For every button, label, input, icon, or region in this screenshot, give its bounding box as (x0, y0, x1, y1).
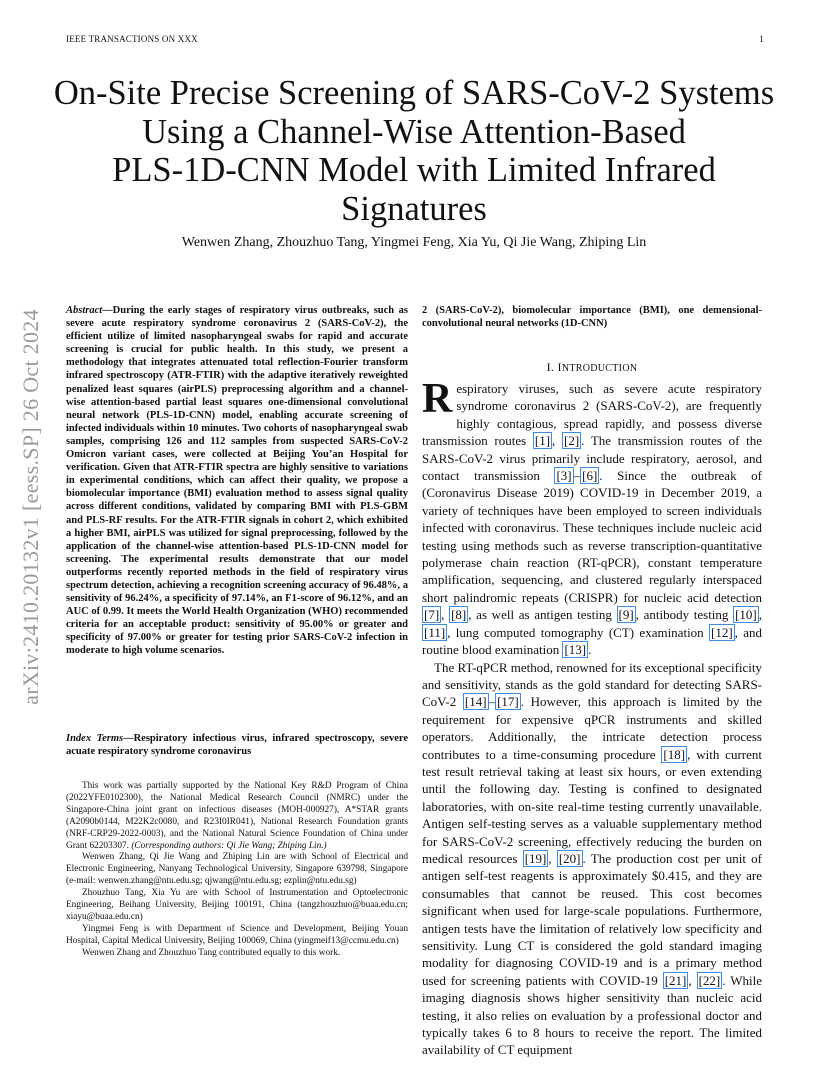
citation-link[interactable]: [9] (618, 607, 634, 623)
page-number: 1 (759, 34, 764, 44)
citation-link[interactable]: [8] (451, 607, 467, 623)
citation-link[interactable]: [17] (497, 694, 519, 710)
footnote: Wenwen Zhang and Zhouzhuo Tang contributed equally to this work. (82, 947, 341, 958)
section-number: I. (546, 360, 555, 374)
index-terms (66, 732, 408, 758)
citation-link[interactable]: [10] (735, 607, 757, 623)
intro-paragraph-2: The RT-qPCR method, renowned for its exceptional specificity and sensitivity, stands as the gold standard for detecting SARS-CoV-2 [14] – [17] . However, this approach is limited by the requirement for expensive qPCR instruments and skilled operators. Additionally, the intricate detection process contributes to a time-consuming procedure [18] , with current test result retrieval taking at least six hours, or even extending until the following day. Testing is confined to designated laboratories, with on-site real-time testing currently unavailable. Antigen self-testing serves as a valuable supplementary method for SARS-CoV-2 screening, effectively reducing the burden on medical resources [19] , [20] . The production cost per unit of antigen self-test reagents is approximately $0.415, and they are consumables that cannot be reused. This cost becomes significant when used for large-scale populations. Furthermore, antigen tests have the limitation of relatively low specificity and sensitivity. Lung CT is considered the gold standard imaging modality for diagnosing COVID-19 and is a primary method used for screening patients with COVID-19 [21] , [22] . While imaging diagnosis shows higher sensitivity than nucleic acid testing, it also relies on evaluation by a professional doctor and typically takes 6 to 8 hours to receive the report. The limited availability of CT equipment (422, 659, 763, 1058)
arxiv-sidebar-stamp (14, 258, 48, 756)
citation-link[interactable]: [14] (464, 694, 487, 710)
journal-header: IEEE TRANSACTIONS ON XXX (66, 34, 198, 44)
citation-link[interactable]: [20] (558, 850, 581, 866)
citation-link[interactable]: [1] (534, 433, 551, 449)
footnote: Wenwen Zhang, Qi Jie Wang and Zhiping Lin are with School of Electrical and Electronic Engineering, Nanyang Technological University, Singapore 639798, Singapore (e-mail: wenwen.zhang@ntu.edu.sg; qjwang@ntu.edu.sg; ezplin@ntu.edu.sg) (66, 852, 408, 887)
footnote: Yingmei Feng is with Department of Science and Development, Beijing Youan Hospital, Capital Medical University, Beijing 100069, China (yingmeif13@ccmu.edu.cn) (66, 923, 408, 946)
citation-link[interactable]: [11] (424, 624, 446, 640)
abstract-label: Abstract (66, 305, 103, 316)
footnote-funding: This work was partially supported by the National Key R&D Program of China (2022YFE0102300), the National Medical Research Council (NMRC) under the Singapore-China joint grant on infectious diseases (MOH-000927), A*STAR grants (A2090b0144, M22K2c0080, and R23I0IR041), National Research Foundation grants (NRF-CRP29-2022-0003), and the National Natural Science Foundation of China under Grant 62203307. (Corresponding authors: Qi Jie Wang; Zhiping Lin.) (66, 781, 408, 851)
index-terms-text: —Respiratory infectious virus, infrared spectroscopy, severe acuate respiratory syndrome coronavirus (66, 733, 408, 758)
paper-title (40, 74, 788, 228)
index-terms-continued: 2 (SARS-CoV-2), biomolecular importance (BMI), one demensional-convolutional neural networks (1D-CNN) (422, 305, 762, 330)
citation-link[interactable]: [21] (664, 972, 687, 988)
section-title-initial: I (557, 360, 562, 374)
abstract-text: —During the early stages of respiratory virus outbreaks, such as severe acute respiratory syndrome coronavirus 2 (SARS-CoV-2), the efficient utilize of limited nasopharyngeal swabs for rapid and accurate screening is crucial for public health. In this study, we present a methodology that integrates attenuated total reflection-Fourier transform infrared spectroscopy (ATR-FTIR) with the adaptive iteratively reweighted penalized least squares (airPLS) preprocessing algorithm and a channel-wise attention-based partial least squares one-dimensional convolutional neural network (PLS-1D-CNN) model, enabling accurate screening of infected individuals within 10 minutes. Two cohorts of nasopharyngeal swab samples, comprising 126 and 112 samples from suspected SARS-CoV-2 Omicron variant cases, were collected at Beijing You’an Hospital for verification. Given that ATR-FTIR spectra are highly sensitive to variations in experimental conditions, which can affect their quality, we propose a biomolecular importance (BMI) evaluation method to assess signal quality across different conditions, validated by comparing BMI with PLS-GBM and PLS-RF results. For the ATR-FTIR signals in cohort 2, which exhibited a higher BMI, airPLS was utilized for signal preprocessing, followed by the application of the channel-wise attention-based PLS-1D-CNN model for screening. The experimental results demonstrate that our model outperforms recently reported methods in the field of respiratory virus spectrum detection, achieving a recognition screening accuracy of 96.48%, a sensitivity of 96.24%, a specificity of 97.14%, an F1-score of 96.12%, and an AUC of 0.99. It meets the World Health Organization (WHO) recommended criteria for an acceptable product: sensitivity of 95.00% or greater and specificity of 97.00% or greater for testing prior SARS-CoV-2 infection in moderate to high volume scenarios. (66, 305, 408, 657)
footnotes (66, 781, 408, 960)
intro-paragraph-1: Respiratory viruses, such as severe acute respiratory syndrome coronavirus 2 (SARS-CoV-2), are frequently highly contagious, spread rapidly, and possess diverse transmission routes [1] , [2] . The transmission routes of the SARS-CoV-2 virus primarily include respiratory, aerosol, and contact transmission [3] – [6] . Since the outbreak of (Coronavirus Disease 2019) COVID-19 in December 2019, a variety of techniques have been employed to screen individuals infected with coronavirus. These techniques include nucleic acid testing using methods such as reverse transcription-quantitative polymerase chain reaction (RT-qPCR), constant temperature amplification, sequencing, and clustered regularly interspaced short palindromic repeats (CRISPR) for nucleic acid detection [7] , [8] , as well as antigen testing [9] , antibody testing [10] , [11] , lung computed tomography (CT) examination [12] , and routine blood examination [13] . (422, 376, 763, 658)
title-line: On-Site Precise Screening of SARS-CoV-2 Systems (53, 74, 775, 112)
title-line: PLS-1D-CNN Model with Limited Infrared (112, 151, 716, 189)
corresponding-authors-note: (Corresponding authors: Qi Jie Wang; Zhiping Lin.) (131, 840, 327, 851)
introduction-body (422, 376, 763, 1059)
citation-link[interactable]: [3] (556, 468, 572, 484)
citation-link[interactable]: [22] (698, 972, 721, 988)
citation-link[interactable]: [18] (663, 746, 686, 762)
footnote: Zhouzhuo Tang, Xia Yu are with School of Instrumentation and Optoelectronic Engineering, Beihang University, Beijing 100191, China (tangzhouzhuo@buaa.edu.cn; xiayu@buaa.edu.cn) (66, 888, 408, 922)
title-line: Using a Channel-Wise Attention-Based (142, 112, 686, 151)
author-list: Wenwen Zhang, Zhouzhuo Tang, Yingmei Feng, Xia Yu, Qi Jie Wang, Zhiping Lin (181, 235, 647, 250)
citation-link[interactable]: [19] (524, 850, 547, 866)
citation-link[interactable]: [12] (711, 624, 733, 640)
abstract (66, 304, 408, 658)
title-line: Signatures (341, 189, 487, 228)
arxiv-identifier[interactable]: arXiv:2410.20132v1 [eess.SP] 26 Oct 2024 (18, 309, 43, 705)
citation-link[interactable]: [13] (564, 642, 587, 658)
drop-cap: R (422, 376, 453, 422)
citation-link[interactable]: [2] (563, 433, 580, 449)
citation-link[interactable]: [7] (424, 607, 440, 623)
section-title-rest: NTRODUCTION (561, 363, 638, 374)
citation-link[interactable]: [6] (582, 468, 598, 484)
section-heading (422, 360, 762, 375)
index-terms-label: Index Terms (66, 733, 124, 744)
